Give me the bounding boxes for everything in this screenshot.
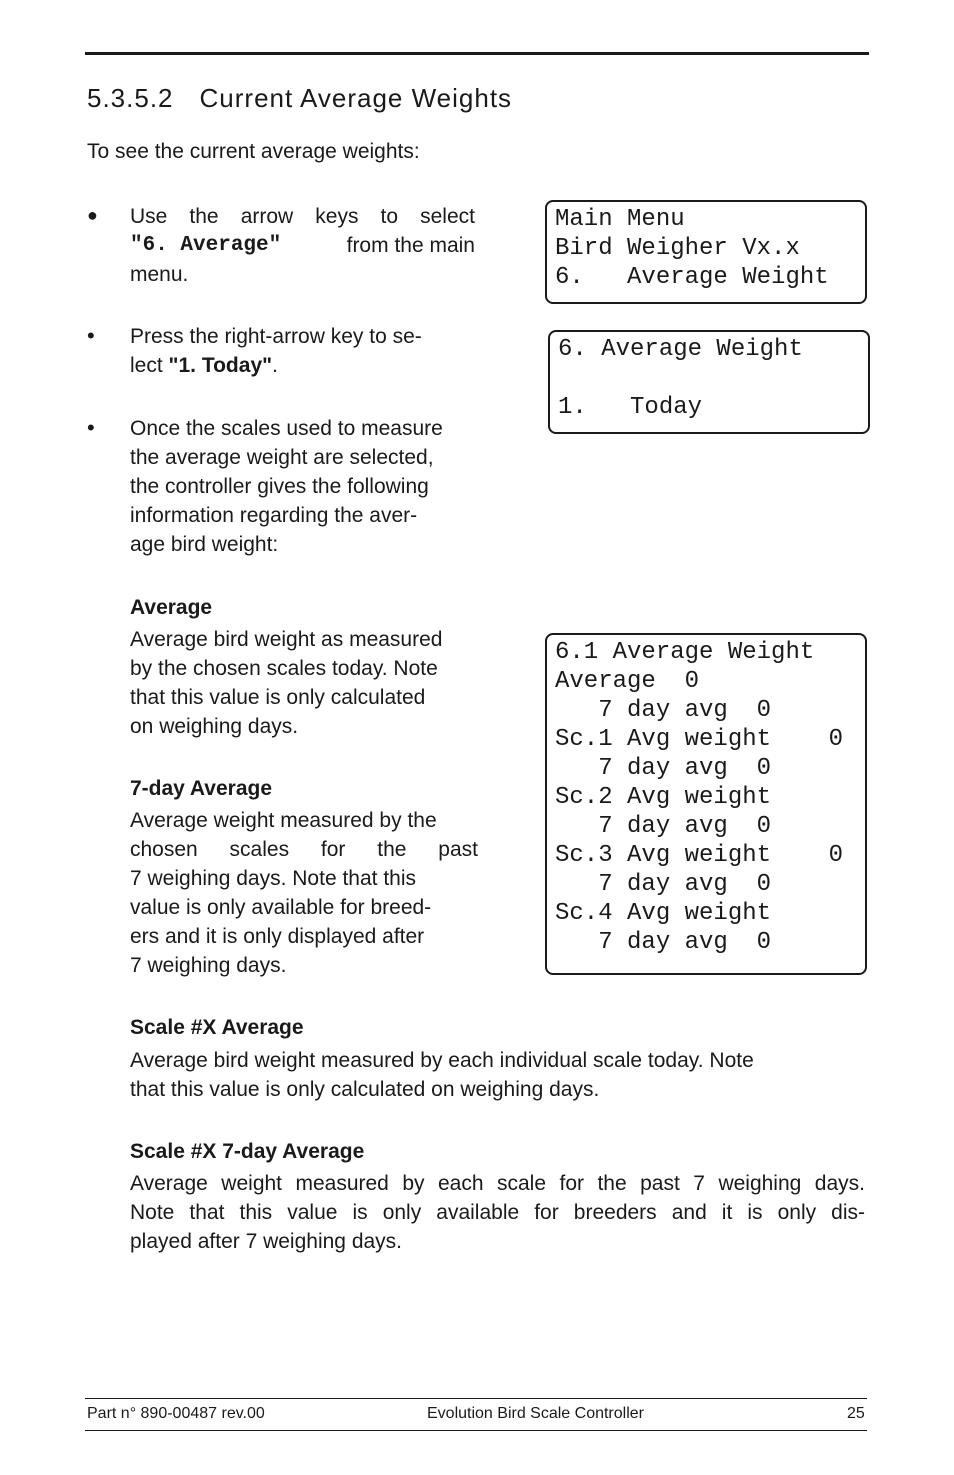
lcd-row: Bird Weigher Vx.x [555, 235, 800, 262]
bold-item: "6. Average" [130, 234, 282, 257]
lcd-row: 7 day avg 0 [555, 755, 772, 782]
definition-title-average: Average [130, 596, 213, 619]
bullet-line: age bird weight: [130, 533, 279, 556]
footer-document-title: Evolution Bird Scale Controller [427, 1405, 644, 1422]
lcd-display-average-weight-detail [545, 633, 867, 975]
footer-rule-top [85, 1398, 867, 1399]
lcd-row: 7 day avg 0 [555, 697, 772, 724]
footer-part-number: Part n° 890-00487 rev.00 [87, 1405, 265, 1422]
bullet-line: the average weight are selected, [130, 446, 434, 469]
section-title: Current Average Weights [199, 83, 513, 113]
bullet-item-select-today [130, 322, 475, 380]
lcd-row: 7 day avg 0 [555, 871, 772, 898]
lcd-row: 7 day avg 0 [555, 813, 772, 840]
lcd-row: 6. Average Weight [558, 336, 803, 363]
bullet-line: the controller gives the following [130, 475, 429, 498]
definition-title-scale-7day: Scale #X 7-day Average [130, 1140, 365, 1163]
lcd-row: 6. Average Weight [555, 264, 829, 291]
lcd-display-average-weight-menu [548, 330, 870, 434]
top-rule [85, 52, 869, 55]
lcd-row: Main Menu [555, 206, 685, 233]
bullet-line: Press the right-arrow key to se- [130, 325, 422, 348]
bullet-line: Use the arrow keys to select [130, 205, 475, 228]
lcd-display-main-menu [545, 200, 867, 304]
intro-text: To see the current average weights: [87, 140, 420, 163]
section-number: 5.3.5.2 [87, 83, 174, 113]
bullet-line: "6. Average" from the main [130, 231, 475, 260]
lcd-row: 6.1 Average Weight [555, 639, 815, 666]
bullet-line: menu. [130, 263, 189, 286]
footer-rule-bottom [85, 1430, 867, 1431]
definition-body-scale-average: Average bird weight measured by each individual scale today. Note that this value is only calculated on weighing days. [130, 1049, 754, 1101]
bullet-marker: ● [87, 205, 98, 225]
definition-title-scale-average: Scale #X Average [130, 1016, 304, 1039]
lcd-row: 7 day avg 0 [555, 929, 772, 956]
definition-title-7day: 7-day Average [130, 777, 273, 800]
lcd-row: 1. Today [558, 394, 703, 421]
bullet-item-info [130, 414, 475, 559]
bullet-line: lect "1. Today". [130, 354, 278, 377]
bullet-marker: • [87, 323, 95, 348]
definition-body-scale-7day: Average weight measured by each scale for the past 7 weighing days. Note that this value is only available for breeders and it is only dis- played after 7 weighing days. [130, 1172, 865, 1253]
lcd-row [558, 364, 868, 393]
definition-body-average: Average bird weight as measured by the chosen scales today. Note that this value is only calculated on weighing days. [130, 628, 443, 738]
bullet-line: information regarding the aver- [130, 504, 418, 527]
bold-item: "1. Today" [168, 354, 273, 377]
section-heading [87, 83, 512, 114]
bullet-line: Once the scales used to measure [130, 417, 443, 440]
lcd-row: Sc.4 Avg weight [555, 900, 772, 927]
definition-body-7day: Average weight measured by the chosen scales for the past 7 weighing days. Note that this value is only available for breed- ers and it is only displayed after 7 weighing days. [130, 809, 478, 977]
lcd-row: Average 0 [555, 668, 700, 695]
bullet-marker: • [87, 415, 95, 440]
bullet-item-select-average [130, 202, 475, 289]
lcd-row: Sc.1 Avg weight 0 [555, 726, 844, 753]
lcd-row: Sc.3 Avg weight 0 [555, 842, 844, 869]
lcd-row: Sc.2 Avg weight [555, 784, 772, 811]
footer-page-number: 25 [847, 1405, 865, 1422]
